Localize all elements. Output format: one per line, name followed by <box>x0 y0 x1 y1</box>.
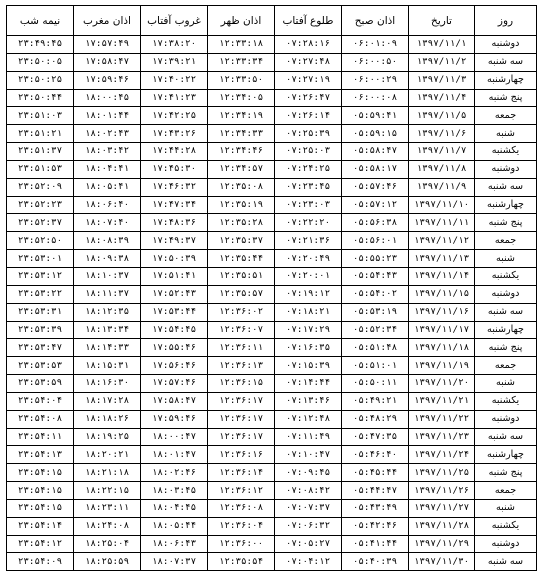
table-row <box>7 517 537 535</box>
cell-sunset: ۱۷:۳۸:۲۰ <box>141 36 208 54</box>
cell-sunrise: ۰۷:۲۸:۱۶ <box>275 36 342 54</box>
cell-sunset: ۱۷:۴۲:۲۵ <box>141 107 208 125</box>
cell-date: ۱۳۹۷/۱۱/۲۳ <box>409 428 475 446</box>
cell-date: ۱۳۹۷/۱۱/۱۹ <box>409 357 475 375</box>
cell-date: ۱۳۹۷/۱۱/۱۲ <box>409 232 475 250</box>
cell-day: پنج شنبه <box>475 89 537 107</box>
cell-dhuhr: ۱۲:۳۵:۵۱ <box>208 267 275 285</box>
cell-maghrib: ۱۸:۱۴:۳۳ <box>74 339 141 357</box>
cell-fajr: ۰۵:۵۱:۰۱ <box>342 357 409 375</box>
cell-day: سه شنبه <box>475 53 537 71</box>
table-row <box>7 392 537 410</box>
cell-sunset: ۱۷:۴۶:۳۲ <box>141 178 208 196</box>
cell-sunset: ۱۷:۵۶:۴۶ <box>141 357 208 375</box>
cell-fajr: ۰۵:۴۹:۲۱ <box>342 392 409 410</box>
cell-sunset: ۱۸:۰۲:۴۶ <box>141 464 208 482</box>
table-row <box>7 446 537 464</box>
cell-midnight: ۲۳:۵۴:۱۵ <box>7 499 74 517</box>
cell-maghrib: ۱۸:۲۲:۱۵ <box>74 482 141 500</box>
cell-sunrise: ۰۷:۲۲:۲۰ <box>275 214 342 232</box>
cell-date: ۱۳۹۷/۱۱/۲۲ <box>409 410 475 428</box>
cell-fajr: ۰۶:۰۰:۵۰ <box>342 53 409 71</box>
table-row <box>7 482 537 500</box>
cell-dhuhr: ۱۲:۳۳:۱۸ <box>208 36 275 54</box>
cell-sunset: ۱۸:۰۴:۴۵ <box>141 499 208 517</box>
cell-midnight: ۲۳:۵۳:۳۹ <box>7 321 74 339</box>
cell-midnight: ۲۳:۵۱:۰۳ <box>7 107 74 125</box>
cell-fajr: ۰۵:۵۷:۱۲ <box>342 196 409 214</box>
cell-fajr: ۰۵:۵۸:۴۷ <box>342 143 409 161</box>
cell-fajr: ۰۵:۴۱:۴۴ <box>342 535 409 553</box>
cell-dhuhr: ۱۲:۳۴:۳۳ <box>208 125 275 143</box>
table-row <box>7 196 537 214</box>
cell-dhuhr: ۱۲:۳۵:۴۴ <box>208 250 275 268</box>
cell-sunset: ۱۷:۴۹:۳۷ <box>141 232 208 250</box>
cell-sunset: ۱۷:۴۱:۲۳ <box>141 89 208 107</box>
cell-sunrise: ۰۷:۱۱:۴۹ <box>275 428 342 446</box>
cell-date: ۱۳۹۷/۱۱/۱ <box>409 36 475 54</box>
cell-maghrib: ۱۸:۰۴:۴۱ <box>74 160 141 178</box>
cell-day: دوشنبه <box>475 410 537 428</box>
cell-sunrise: ۰۷:۲۰:۰۱ <box>275 267 342 285</box>
cell-sunrise: ۰۷:۲۵:۰۳ <box>275 143 342 161</box>
cell-maghrib: ۱۸:۱۱:۳۷ <box>74 285 141 303</box>
cell-date: ۱۳۹۷/۱۱/۲۱ <box>409 392 475 410</box>
cell-maghrib: ۱۸:۰۷:۴۰ <box>74 214 141 232</box>
cell-midnight: ۲۳:۵۳:۴۷ <box>7 339 74 357</box>
table-row <box>7 214 537 232</box>
cell-sunrise: ۰۷:۱۳:۴۶ <box>275 392 342 410</box>
table-row <box>7 71 537 89</box>
cell-sunrise: ۰۷:۰۸:۴۲ <box>275 482 342 500</box>
cell-date: ۱۳۹۷/۱۱/۱۴ <box>409 267 475 285</box>
cell-maghrib: ۱۸:۱۹:۲۵ <box>74 428 141 446</box>
table-row <box>7 143 537 161</box>
cell-date: ۱۳۹۷/۱۱/۷ <box>409 143 475 161</box>
table-row <box>7 375 537 393</box>
cell-day: پنج شنبه <box>475 464 537 482</box>
cell-day: چهارشنبه <box>475 196 537 214</box>
cell-sunset: ۱۷:۴۰:۲۲ <box>141 71 208 89</box>
cell-maghrib: ۱۸:۱۲:۳۵ <box>74 303 141 321</box>
table-row <box>7 428 537 446</box>
cell-fajr: ۰۵:۴۰:۳۹ <box>342 553 409 571</box>
cell-sunrise: ۰۷:۱۷:۲۹ <box>275 321 342 339</box>
cell-sunrise: ۰۷:۰۶:۳۲ <box>275 517 342 535</box>
cell-dhuhr: ۱۲:۳۴:۴۶ <box>208 143 275 161</box>
cell-dhuhr: ۱۲:۳۶:۱۱ <box>208 339 275 357</box>
cell-fajr: ۰۵:۴۵:۴۴ <box>342 464 409 482</box>
table-row <box>7 107 537 125</box>
table-row <box>7 357 537 375</box>
cell-midnight: ۲۳:۵۱:۳۷ <box>7 143 74 161</box>
cell-date: ۱۳۹۷/۱۱/۱۷ <box>409 321 475 339</box>
cell-fajr: ۰۵:۴۳:۴۹ <box>342 499 409 517</box>
cell-maghrib: ۱۸:۱۸:۲۶ <box>74 410 141 428</box>
cell-dhuhr: ۱۲:۳۵:۵۷ <box>208 285 275 303</box>
cell-dhuhr: ۱۲:۳۶:۰۴ <box>208 517 275 535</box>
cell-maghrib: ۱۸:۰۵:۴۱ <box>74 178 141 196</box>
cell-maghrib: ۱۸:۱۷:۲۸ <box>74 392 141 410</box>
table-row <box>7 499 537 517</box>
cell-sunrise: ۰۷:۲۶:۱۴ <box>275 107 342 125</box>
cell-midnight: ۲۳:۵۳:۱۲ <box>7 267 74 285</box>
cell-midnight: ۲۳:۵۰:۴۴ <box>7 89 74 107</box>
cell-maghrib: ۱۸:۰۰:۴۵ <box>74 89 141 107</box>
cell-maghrib: ۱۸:۲۱:۱۸ <box>74 464 141 482</box>
cell-date: ۱۳۹۷/۱۱/۲۶ <box>409 482 475 500</box>
cell-day: دوشنبه <box>475 160 537 178</box>
cell-date: ۱۳۹۷/۱۱/۱۶ <box>409 303 475 321</box>
header-sunset: غروب آفتاب <box>141 6 208 36</box>
header-date: تاریخ <box>409 6 475 36</box>
cell-dhuhr: ۱۲:۳۴:۱۹ <box>208 107 275 125</box>
cell-maghrib: ۱۸:۲۰:۲۱ <box>74 446 141 464</box>
cell-day: جمعه <box>475 357 537 375</box>
table-row <box>7 160 537 178</box>
cell-midnight: ۲۳:۵۱:۵۳ <box>7 160 74 178</box>
header-day: روز <box>475 6 537 36</box>
table-row <box>7 250 537 268</box>
cell-midnight: ۲۳:۵۴:۰۴ <box>7 392 74 410</box>
cell-dhuhr: ۱۲:۳۵:۲۸ <box>208 214 275 232</box>
cell-dhuhr: ۱۲:۳۴:۰۵ <box>208 89 275 107</box>
cell-day: یکشنبه <box>475 392 537 410</box>
cell-date: ۱۳۹۷/۱۱/۹ <box>409 178 475 196</box>
cell-maghrib: ۱۸:۱۳:۳۴ <box>74 321 141 339</box>
table-row <box>7 464 537 482</box>
cell-sunset: ۱۸:۰۱:۴۷ <box>141 446 208 464</box>
cell-dhuhr: ۱۲:۳۶:۰۲ <box>208 303 275 321</box>
header-sunrise: طلوع آفتاب <box>275 6 342 36</box>
cell-maghrib: ۱۸:۱۵:۳۱ <box>74 357 141 375</box>
cell-fajr: ۰۵:۵۷:۴۶ <box>342 178 409 196</box>
cell-date: ۱۳۹۷/۱۱/۱۰ <box>409 196 475 214</box>
table-row <box>7 267 537 285</box>
cell-dhuhr: ۱۲:۳۳:۳۴ <box>208 53 275 71</box>
cell-sunset: ۱۷:۴۵:۳۰ <box>141 160 208 178</box>
cell-day: چهارشنبه <box>475 321 537 339</box>
cell-day: سه شنبه <box>475 178 537 196</box>
cell-date: ۱۳۹۷/۱۱/۱۸ <box>409 339 475 357</box>
cell-midnight: ۲۳:۵۳:۲۲ <box>7 285 74 303</box>
cell-day: دوشنبه <box>475 285 537 303</box>
header-fajr: اذان صبح <box>342 6 409 36</box>
cell-sunset: ۱۷:۴۳:۲۶ <box>141 125 208 143</box>
table-row <box>7 553 537 571</box>
cell-day: جمعه <box>475 107 537 125</box>
cell-day: یکشنبه <box>475 143 537 161</box>
cell-maghrib: ۱۸:۰۶:۴۰ <box>74 196 141 214</box>
cell-midnight: ۲۳:۵۳:۵۹ <box>7 375 74 393</box>
cell-dhuhr: ۱۲:۳۶:۱۶ <box>208 446 275 464</box>
cell-dhuhr: ۱۲:۳۶:۱۴ <box>208 464 275 482</box>
cell-fajr: ۰۵:۵۶:۳۸ <box>342 214 409 232</box>
cell-midnight: ۲۳:۵۲:۳۷ <box>7 214 74 232</box>
cell-maghrib: ۱۸:۱۰:۳۷ <box>74 267 141 285</box>
cell-day: یکشنبه <box>475 517 537 535</box>
cell-sunrise: ۰۷:۰۷:۳۷ <box>275 499 342 517</box>
cell-maghrib: ۱۸:۰۳:۴۲ <box>74 143 141 161</box>
cell-day: سه شنبه <box>475 553 537 571</box>
cell-midnight: ۲۳:۵۴:۱۵ <box>7 464 74 482</box>
cell-sunrise: ۰۷:۲۶:۴۷ <box>275 89 342 107</box>
table-row <box>7 410 537 428</box>
cell-sunset: ۱۷:۵۰:۳۹ <box>141 250 208 268</box>
cell-maghrib: ۱۸:۲۵:۰۴ <box>74 535 141 553</box>
cell-sunset: ۱۷:۵۵:۴۶ <box>141 339 208 357</box>
cell-date: ۱۳۹۷/۱۱/۴ <box>409 89 475 107</box>
cell-midnight: ۲۳:۵۳:۳۱ <box>7 303 74 321</box>
cell-fajr: ۰۵:۴۸:۲۹ <box>342 410 409 428</box>
table-row <box>7 232 537 250</box>
cell-day: سه شنبه <box>475 303 537 321</box>
prayer-times-table <box>6 5 537 571</box>
cell-sunset: ۱۸:۰۶:۴۳ <box>141 535 208 553</box>
cell-date: ۱۳۹۷/۱۱/۲۸ <box>409 517 475 535</box>
cell-date: ۱۳۹۷/۱۱/۲۷ <box>409 499 475 517</box>
cell-maghrib: ۱۷:۵۹:۴۶ <box>74 71 141 89</box>
cell-sunset: ۱۷:۴۸:۳۶ <box>141 214 208 232</box>
header-dhuhr: اذان ظهر <box>208 6 275 36</box>
cell-fajr: ۰۵:۵۹:۴۱ <box>342 107 409 125</box>
cell-fajr: ۰۵:۵۸:۱۷ <box>342 160 409 178</box>
header-midnight: نیمه شب <box>7 6 74 36</box>
cell-midnight: ۲۳:۵۲:۵۰ <box>7 232 74 250</box>
cell-fajr: ۰۵:۵۱:۴۸ <box>342 339 409 357</box>
cell-fajr: ۰۶:۰۰:۰۸ <box>342 89 409 107</box>
cell-dhuhr: ۱۲:۳۶:۱۷ <box>208 410 275 428</box>
cell-maghrib: ۱۸:۱۶:۳۰ <box>74 375 141 393</box>
cell-maghrib: ۱۸:۰۱:۴۴ <box>74 107 141 125</box>
cell-sunset: ۱۸:۰۳:۴۵ <box>141 482 208 500</box>
cell-dhuhr: ۱۲:۳۶:۱۵ <box>208 375 275 393</box>
cell-date: ۱۳۹۷/۱۱/۱۵ <box>409 285 475 303</box>
cell-midnight: ۲۳:۵۰:۰۵ <box>7 53 74 71</box>
cell-day: یکشنبه <box>475 267 537 285</box>
cell-midnight: ۲۳:۵۲:۲۳ <box>7 196 74 214</box>
cell-midnight: ۲۳:۵۳:۰۱ <box>7 250 74 268</box>
cell-maghrib: ۱۸:۲۵:۵۹ <box>74 553 141 571</box>
cell-day: جمعه <box>475 482 537 500</box>
cell-fajr: ۰۵:۴۷:۳۵ <box>342 428 409 446</box>
cell-sunrise: ۰۷:۰۵:۲۷ <box>275 535 342 553</box>
cell-sunrise: ۰۷:۲۳:۴۵ <box>275 178 342 196</box>
cell-fajr: ۰۵:۵۴:۴۳ <box>342 267 409 285</box>
cell-day: دوشنبه <box>475 535 537 553</box>
cell-maghrib: ۱۸:۰۲:۴۳ <box>74 125 141 143</box>
cell-maghrib: ۱۸:۰۸:۳۹ <box>74 232 141 250</box>
cell-sunrise: ۰۷:۲۵:۳۹ <box>275 125 342 143</box>
cell-maghrib: ۱۷:۵۷:۴۹ <box>74 36 141 54</box>
cell-sunset: ۱۸:۰۷:۳۷ <box>141 553 208 571</box>
cell-date: ۱۳۹۷/۱۱/۲۰ <box>409 375 475 393</box>
cell-sunset: ۱۸:۰۵:۴۴ <box>141 517 208 535</box>
cell-sunrise: ۰۷:۱۸:۲۱ <box>275 303 342 321</box>
prayer-times-document <box>6 5 536 571</box>
cell-dhuhr: ۱۲:۳۵:۰۸ <box>208 178 275 196</box>
cell-fajr: ۰۵:۵۳:۱۹ <box>342 303 409 321</box>
cell-dhuhr: ۱۲:۳۵:۱۹ <box>208 196 275 214</box>
cell-date: ۱۳۹۷/۱۱/۲۹ <box>409 535 475 553</box>
cell-date: ۱۳۹۷/۱۱/۳ <box>409 71 475 89</box>
cell-fajr: ۰۵:۴۶:۴۰ <box>342 446 409 464</box>
cell-maghrib: ۱۸:۲۴:۰۸ <box>74 517 141 535</box>
cell-date: ۱۳۹۷/۱۱/۲ <box>409 53 475 71</box>
header-maghrib: اذان مغرب <box>74 6 141 36</box>
cell-sunset: ۱۷:۳۹:۲۱ <box>141 53 208 71</box>
cell-sunset: ۱۷:۵۱:۴۱ <box>141 267 208 285</box>
cell-dhuhr: ۱۲:۳۶:۱۳ <box>208 357 275 375</box>
table-row <box>7 36 537 54</box>
cell-sunrise: ۰۷:۲۷:۴۸ <box>275 53 342 71</box>
header-row <box>7 6 537 36</box>
cell-midnight: ۲۳:۵۲:۰۹ <box>7 178 74 196</box>
cell-day: شنبه <box>475 499 537 517</box>
cell-sunrise: ۰۷:۲۴:۲۵ <box>275 160 342 178</box>
cell-fajr: ۰۶:۰۰:۲۹ <box>342 71 409 89</box>
cell-midnight: ۲۳:۴۹:۴۵ <box>7 36 74 54</box>
cell-maghrib: ۱۸:۰۹:۳۸ <box>74 250 141 268</box>
cell-day: چهارشنبه <box>475 71 537 89</box>
cell-day: چهارشنبه <box>475 446 537 464</box>
cell-date: ۱۳۹۷/۱۱/۸ <box>409 160 475 178</box>
cell-dhuhr: ۱۲:۳۶:۱۲ <box>208 482 275 500</box>
table-row <box>7 339 537 357</box>
cell-sunrise: ۰۷:۱۹:۱۲ <box>275 285 342 303</box>
cell-midnight: ۲۳:۵۴:۱۵ <box>7 482 74 500</box>
table-body <box>7 36 537 571</box>
cell-fajr: ۰۵:۵۵:۲۳ <box>342 250 409 268</box>
cell-date: ۱۳۹۷/۱۱/۲۵ <box>409 464 475 482</box>
cell-fajr: ۰۵:۴۲:۴۶ <box>342 517 409 535</box>
table-row <box>7 53 537 71</box>
cell-sunset: ۱۸:۰۰:۴۷ <box>141 428 208 446</box>
cell-sunset: ۱۷:۵۹:۴۶ <box>141 410 208 428</box>
cell-fajr: ۰۵:۵۹:۱۵ <box>342 125 409 143</box>
cell-midnight: ۲۳:۵۴:۱۱ <box>7 428 74 446</box>
cell-sunset: ۱۷:۵۲:۴۳ <box>141 285 208 303</box>
cell-fajr: ۰۵:۵۲:۳۴ <box>342 321 409 339</box>
cell-day: پنج شنبه <box>475 339 537 357</box>
table-row <box>7 125 537 143</box>
cell-sunrise: ۰۷:۰۴:۱۲ <box>275 553 342 571</box>
cell-date: ۱۳۹۷/۱۱/۳۰ <box>409 553 475 571</box>
cell-midnight: ۲۳:۵۴:۱۲ <box>7 535 74 553</box>
cell-sunset: ۱۷:۵۸:۴۷ <box>141 392 208 410</box>
cell-day: پنج شنبه <box>475 214 537 232</box>
cell-sunrise: ۰۷:۲۱:۳۶ <box>275 232 342 250</box>
cell-dhuhr: ۱۲:۳۵:۳۷ <box>208 232 275 250</box>
cell-sunrise: ۰۷:۲۳:۰۳ <box>275 196 342 214</box>
table-row <box>7 321 537 339</box>
cell-sunset: ۱۷:۵۴:۴۵ <box>141 321 208 339</box>
cell-sunset: ۱۷:۴۴:۲۸ <box>141 143 208 161</box>
cell-sunset: ۱۷:۴۷:۳۴ <box>141 196 208 214</box>
cell-midnight: ۲۳:۵۴:۱۳ <box>7 446 74 464</box>
cell-sunrise: ۰۷:۱۶:۳۵ <box>275 339 342 357</box>
cell-midnight: ۲۳:۵۱:۲۱ <box>7 125 74 143</box>
cell-midnight: ۲۳:۵۰:۲۵ <box>7 71 74 89</box>
cell-fajr: ۰۶:۰۱:۰۹ <box>342 36 409 54</box>
cell-date: ۱۳۹۷/۱۱/۲۴ <box>409 446 475 464</box>
cell-midnight: ۲۳:۵۴:۰۸ <box>7 410 74 428</box>
table-row <box>7 89 537 107</box>
cell-dhuhr: ۱۲:۳۴:۵۷ <box>208 160 275 178</box>
table-row <box>7 535 537 553</box>
cell-fajr: ۰۵:۵۶:۰۱ <box>342 232 409 250</box>
cell-dhuhr: ۱۲:۳۶:۰۷ <box>208 321 275 339</box>
cell-fajr: ۰۵:۵۰:۱۱ <box>342 375 409 393</box>
cell-midnight: ۲۳:۵۴:۱۴ <box>7 517 74 535</box>
cell-dhuhr: ۱۲:۳۶:۰۰ <box>208 535 275 553</box>
cell-day: سه شنبه <box>475 428 537 446</box>
cell-date: ۱۳۹۷/۱۱/۵ <box>409 107 475 125</box>
cell-midnight: ۲۳:۵۴:۰۹ <box>7 553 74 571</box>
cell-dhuhr: ۱۲:۳۵:۵۴ <box>208 553 275 571</box>
table-row <box>7 303 537 321</box>
cell-day: شنبه <box>475 125 537 143</box>
cell-sunrise: ۰۷:۱۰:۴۷ <box>275 446 342 464</box>
cell-sunrise: ۰۷:۰۹:۴۵ <box>275 464 342 482</box>
cell-sunset: ۱۷:۵۳:۴۴ <box>141 303 208 321</box>
cell-sunset: ۱۷:۵۷:۴۶ <box>141 375 208 393</box>
cell-sunrise: ۰۷:۱۲:۴۸ <box>275 410 342 428</box>
cell-date: ۱۳۹۷/۱۱/۱۳ <box>409 250 475 268</box>
cell-sunrise: ۰۷:۲۰:۴۹ <box>275 250 342 268</box>
cell-day: جمعه <box>475 232 537 250</box>
cell-dhuhr: ۱۲:۳۶:۱۷ <box>208 392 275 410</box>
cell-date: ۱۳۹۷/۱۱/۶ <box>409 125 475 143</box>
cell-day: شنبه <box>475 375 537 393</box>
cell-fajr: ۰۵:۵۴:۰۲ <box>342 285 409 303</box>
cell-dhuhr: ۱۲:۳۶:۰۸ <box>208 499 275 517</box>
cell-midnight: ۲۳:۵۳:۵۳ <box>7 357 74 375</box>
cell-day: دوشنبه <box>475 36 537 54</box>
cell-dhuhr: ۱۲:۳۶:۱۷ <box>208 428 275 446</box>
cell-date: ۱۳۹۷/۱۱/۱۱ <box>409 214 475 232</box>
cell-sunrise: ۰۷:۱۵:۳۹ <box>275 357 342 375</box>
table-row <box>7 285 537 303</box>
cell-maghrib: ۱۸:۲۳:۱۱ <box>74 499 141 517</box>
cell-sunrise: ۰۷:۲۷:۱۹ <box>275 71 342 89</box>
cell-fajr: ۰۵:۴۴:۴۷ <box>342 482 409 500</box>
cell-maghrib: ۱۷:۵۸:۴۷ <box>74 53 141 71</box>
table-row <box>7 178 537 196</box>
cell-sunrise: ۰۷:۱۴:۴۴ <box>275 375 342 393</box>
cell-day: شنبه <box>475 250 537 268</box>
cell-dhuhr: ۱۲:۳۳:۵۰ <box>208 71 275 89</box>
